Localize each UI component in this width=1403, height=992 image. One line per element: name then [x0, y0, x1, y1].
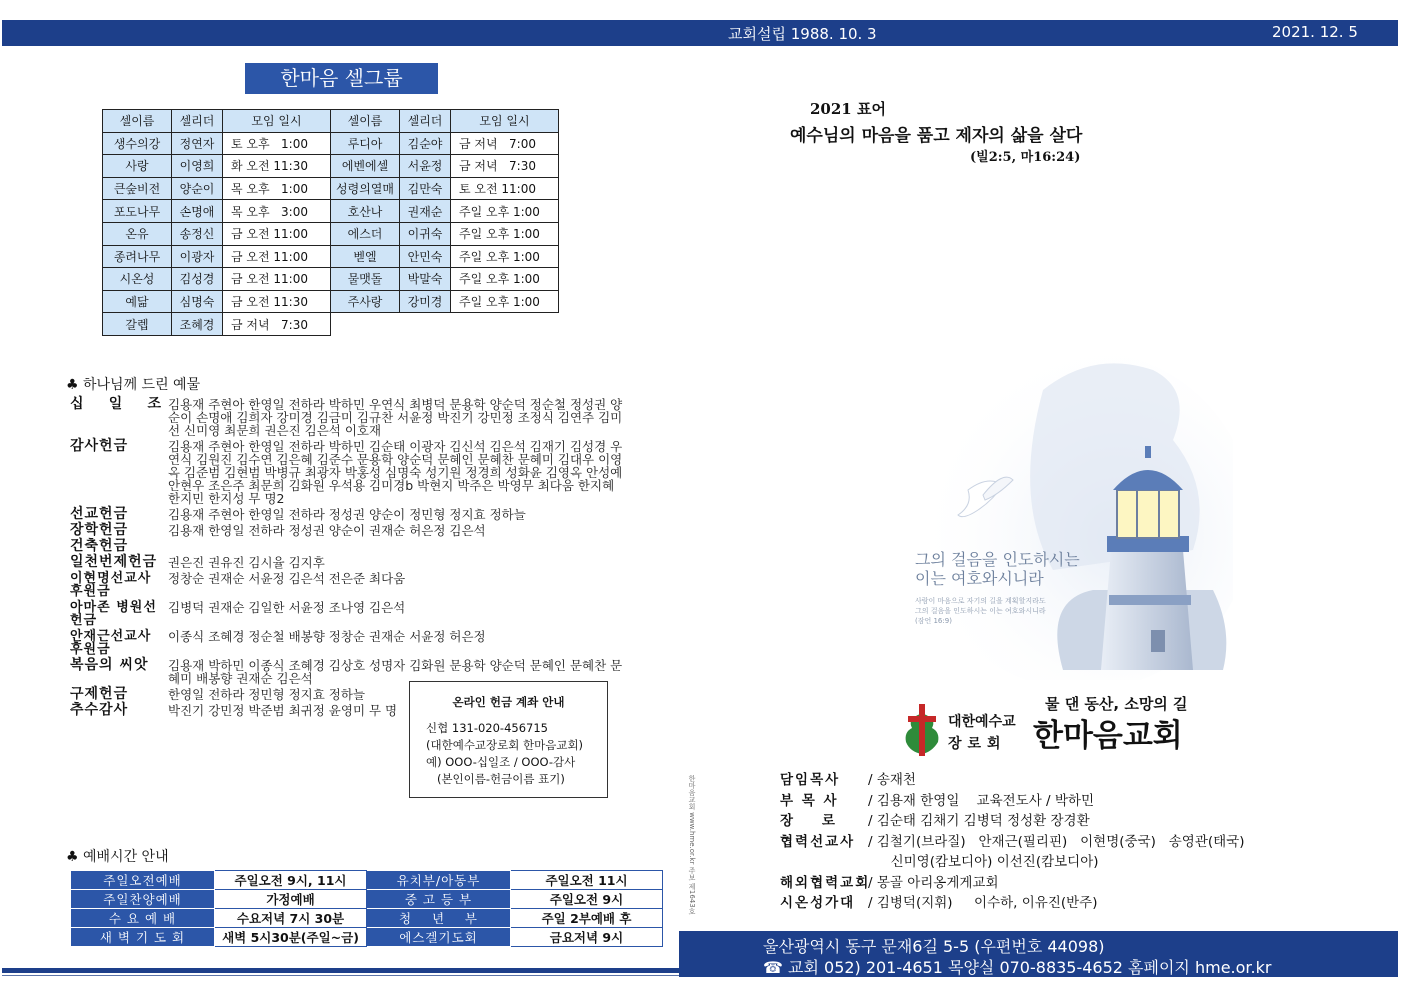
meeting-time: 토 오전 11:00 [451, 177, 559, 200]
worship-time: 주일오전 9시, 11시 [215, 871, 367, 890]
online-account-title: 온라인 헌금 계좌 안내 [452, 695, 565, 709]
meeting-time: 주일 오후 1:00 [451, 290, 559, 313]
cell-header: 모임 일시 [451, 110, 559, 133]
staff-role: 장 로 [780, 813, 837, 829]
contact-line: ☎ 교회 052) 201-4651 목양실 070-8835-4652 홈페이지 hme.or.kr [763, 958, 1272, 977]
table-row [103, 290, 559, 313]
meeting-time: 금 저녁 7:00 [451, 132, 559, 155]
cell-name: 온유 [103, 222, 172, 245]
denomination: 대한예수교 [948, 714, 1016, 730]
address-bar [679, 931, 1398, 977]
offering-names: 김용재 주현아 한영일 전하라 정성권 양순이 정민형 정지효 정하늘 [168, 507, 526, 522]
bottom-rule [2, 968, 682, 973]
table-row [103, 200, 559, 223]
cell-name: 생수의강 [103, 132, 172, 155]
offering-names: 박진기 강민정 박준범 최귀정 윤영미 무 명 [168, 703, 398, 718]
worship-name: 수 요 예 배 [71, 909, 215, 928]
offering-label: 건축헌금 [70, 538, 129, 554]
worship-name: 청 년 부 [367, 909, 511, 928]
offering-names: 정창순 권재순 서윤정 김은석 전은준 최다움 [168, 571, 406, 586]
cell-name: 성령의열매 [331, 177, 400, 200]
meeting-time: 주일 오후 1:00 [451, 245, 559, 268]
church-tagline: 물 댄 동산, 소망의 길 [1045, 695, 1188, 713]
cell-header: 셀리더 [172, 110, 223, 133]
offering-names: 한영일 전하라 정민형 정지효 정하늘 [168, 687, 366, 702]
image-verse-line: 이는 여호와시니라 [915, 569, 1044, 588]
cell-name: 호산나 [331, 200, 400, 223]
table-row [71, 890, 663, 909]
cell-header: 셀리더 [400, 110, 451, 133]
online-line: (본인이름-헌금이름 표기) [426, 772, 565, 786]
offering-names: 김용재 주현아 한영일 전하라 박하민 우연식 최병덕 문용학 양순덕 정순철 정성권 양순이 손명애 김희자 강미경 김금미 김규찬 서윤정 박진기 강민정 조정식 김연주 김미선 신미영 최문희 권은진 김은석 이호재 [168, 397, 623, 438]
cell-leader: 김순야 [400, 132, 451, 155]
meeting-time: 금 오전 11:00 [223, 222, 331, 245]
cell-leader: 이귀숙 [400, 222, 451, 245]
worship-time: 주일 2부예배 후 [511, 909, 663, 928]
staff-role: 담임목사 [780, 772, 841, 788]
offering-label: 장학헌금 [70, 522, 129, 538]
offering-names: 김용재 한영일 전하라 정성권 양순이 권재순 허은정 김은석 [168, 523, 486, 538]
staff-role: 해외협력교회 [780, 874, 871, 891]
cell-leader [400, 313, 451, 336]
meeting-time [451, 313, 559, 336]
cell-leader: 안민숙 [400, 245, 451, 268]
offering-row [70, 601, 630, 627]
worship-name: 유치부/아동부 [367, 871, 511, 890]
offering-names: 김병덕 권재순 김일한 서윤정 조나영 김은석 [168, 600, 406, 615]
cell-leader: 심명숙 [172, 290, 223, 313]
cell-group-title: 한마음 셀그룹 [245, 63, 438, 94]
offering-label: 선교헌금 [70, 506, 129, 522]
cell-leader: 김성경 [172, 268, 223, 291]
staff-list [780, 770, 1245, 914]
cell-header: 모임 일시 [223, 110, 331, 133]
online-account-box [409, 681, 608, 798]
worship-name: 주일찬양예배 [71, 890, 215, 909]
offering-row [70, 540, 630, 553]
cell-name: 시온성 [103, 268, 172, 291]
worship-name: 에스겔기도회 [367, 928, 511, 947]
table-row [71, 871, 663, 890]
online-line: 예) OOO-십일조 / OOO-감사 [426, 755, 576, 769]
header-bar [2, 20, 1398, 46]
church-name: 한마음교회 [1033, 718, 1183, 754]
cell-header: 셀이름 [331, 110, 400, 133]
staff-role: 부 목 사 [780, 792, 839, 809]
offering-row [70, 508, 630, 521]
cell-name: 예닮 [103, 290, 172, 313]
staff-row [780, 873, 1245, 894]
offering-label: 구제헌금 [70, 686, 129, 702]
offering-title: ♣ 하나님께 드린 예물 [66, 377, 201, 393]
established-date: 교회설립 1988. 10. 3 [728, 25, 877, 43]
cell-leader: 김만숙 [400, 177, 451, 200]
cell-leader: 강미경 [400, 290, 451, 313]
meeting-time: 금 저녁 7:30 [451, 155, 559, 178]
cell-leader: 이영희 [172, 155, 223, 178]
offering-label: 추수감사 [70, 702, 129, 718]
cell-name: 루디아 [331, 132, 400, 155]
meeting-time: 화 오전 11:30 [223, 155, 331, 178]
staff-names: / 송재천 [868, 772, 916, 788]
cell-leader: 송정신 [172, 222, 223, 245]
offering-row [70, 630, 630, 656]
table-row [103, 245, 559, 268]
cell-name: 주사랑 [331, 290, 400, 313]
cell-leader: 양순이 [172, 177, 223, 200]
offering-names: 김용재 박하민 이종식 조혜경 김상호 성명자 김화원 문용학 양순덕 문혜인 문혜찬 문혜미 배봉향 권재순 김은석 [168, 658, 623, 686]
image-verse-small-line: 사람이 마음으로 자기의 길을 계획할지라도 [915, 597, 1046, 605]
cell-leader: 조혜경 [172, 313, 223, 336]
offering-list [70, 398, 630, 720]
cell-leader: 박말숙 [400, 268, 451, 291]
image-verse-small [915, 596, 1046, 626]
staff-role [780, 852, 868, 873]
cell-group-table [102, 109, 559, 336]
table-row [71, 909, 663, 928]
cell-leader: 손명애 [172, 200, 223, 223]
cell-leader: 권재순 [400, 200, 451, 223]
offering-label: 이현명선교사 후원금 [70, 571, 152, 599]
staff-role: 시온성가대 [780, 895, 856, 911]
cell-leader: 서윤정 [400, 155, 451, 178]
side-note: 한마음교회 www.hme.or.kr 주보 제1643호 [688, 775, 696, 915]
worship-time: 수요저녁 7시 30분 [215, 909, 367, 928]
online-line: 신협 131-020-456715 [426, 721, 548, 735]
cell-name [331, 313, 400, 336]
offering-names: 권은진 권유진 김시율 김지후 [168, 555, 325, 570]
staff-row [780, 893, 1245, 914]
offering-label: 아마존 병원선헌금 [70, 600, 157, 628]
meeting-time: 금 오전 11:00 [223, 245, 331, 268]
offering-names: 김용재 주현아 한영일 전하라 박하민 김순태 이광자 김신석 김은석 김재기 김성경 우연식 김원진 김수연 김은혜 김준수 문용학 양순덕 문혜인 문혜찬 문혜미 김대우 이영옥 김준범 김현범 박병규 최광자 박홍성 심명숙 성기원 정경희 성화윤 김영옥 안성예 안현우 조은주 최문희 김화원 우석용 김미경b 박현지 박주은 박영무 최다움 한지혜 한지민 한지성 무 명2 [168, 439, 623, 506]
image-verse-line: 그의 걸음을 인도하시는 [915, 550, 1080, 569]
staff-row [780, 832, 1245, 853]
worship-name: 주일오전예배 [71, 871, 215, 890]
table-row [103, 132, 559, 155]
offering-row [70, 440, 630, 505]
meeting-time: 목 오후 1:00 [223, 177, 331, 200]
offering-row [70, 572, 630, 598]
staff-names: / 김병덕(지휘) 이수하, 이유진(반주) [868, 895, 1098, 911]
cell-name: 큰숲비전 [103, 177, 172, 200]
offering-names: 이종식 조혜경 정순철 배봉향 정창순 권재순 서윤정 허은정 [168, 629, 486, 644]
offering-row [70, 398, 630, 437]
cell-name: 포도나무 [103, 200, 172, 223]
staff-names: / 몽골 아리옹게게교회 [868, 874, 999, 891]
offering-label: 감사헌금 [70, 438, 129, 454]
worship-table [70, 870, 663, 947]
meeting-time: 목 오후 3:00 [223, 200, 331, 223]
motto-reference: (빌2:5, 마16:24) [970, 150, 1081, 165]
cell-table-header [103, 110, 559, 133]
offering-row [70, 524, 630, 537]
meeting-time: 주일 오후 1:00 [451, 222, 559, 245]
table-row [103, 313, 559, 336]
motto-text: 예수님의 마음을 품고 제자의 삶을 살다 [790, 126, 1083, 146]
table-row [103, 177, 559, 200]
church-logo-cross-icon [902, 702, 944, 758]
cell-leader: 정연자 [172, 132, 223, 155]
worship-time: 금요저녁 9시 [511, 928, 663, 947]
offering-label: 십 일 조 [70, 396, 162, 412]
table-row [103, 268, 559, 291]
online-line: (대한예수교장로회 한마음교회) [426, 738, 584, 752]
offering-label: 일천번제헌금 [70, 554, 158, 570]
cell-name: 물맷돌 [331, 268, 400, 291]
staff-names: / 김용재 한영일 교육전도사 / 박하민 [868, 792, 1095, 809]
denomination-line-2: 장로회 [948, 736, 1007, 752]
staff-names: 신미영(캄보디아) 이선진(캄보디아) [882, 854, 1099, 870]
worship-time: 새벽 5시30분(주일~금) [215, 928, 367, 947]
meeting-time: 주일 오후 1:00 [451, 200, 559, 223]
staff-names: / 김철기(브라질) 안재근(필리핀) 이현명(중국) 송영관(태국) [868, 833, 1245, 850]
meeting-time: 토 오후 1:00 [223, 132, 331, 155]
worship-time: 주일오전 11시 [511, 871, 663, 890]
staff-names: / 김순태 김채기 김병덕 정성환 장경환 [868, 813, 1090, 829]
cell-name: 에스더 [331, 222, 400, 245]
cell-name: 벧엘 [331, 245, 400, 268]
worship-time: 가정예배 [215, 890, 367, 909]
image-verse-small-line: 그의 걸음을 인도하시는 이는 여호와시니라 [915, 607, 1046, 615]
cell-name: 에벤에셀 [331, 155, 400, 178]
offering-label: 복음의 씨앗 [70, 657, 149, 673]
staff-role: 협력선교사 [780, 833, 856, 850]
cell-leader: 이광자 [172, 245, 223, 268]
table-row [71, 928, 663, 947]
offering-label: 안재근선교사 후원금 [70, 629, 152, 657]
table-row [103, 222, 559, 245]
cell-name: 갈렙 [103, 313, 172, 336]
cell-name: 종려나무 [103, 245, 172, 268]
meeting-time: 금 오전 11:00 [223, 268, 331, 291]
staff-row [780, 852, 1245, 873]
offering-row [70, 556, 630, 569]
cell-name: 사랑 [103, 155, 172, 178]
meeting-time: 주일 오후 1:00 [451, 268, 559, 291]
image-verse-small-line: (잠언 16:9) [915, 617, 952, 625]
bulletin-date: 2021. 12. 5 [1272, 23, 1358, 41]
worship-name: 새 벽 기 도 회 [71, 928, 215, 947]
address-line: 울산광역시 동구 문재6길 5-5 (우편번호 44098) [763, 937, 1105, 956]
worship-name: 중 고 등 부 [367, 890, 511, 909]
worship-title: ♣ 예배시간 안내 [66, 849, 169, 865]
staff-row [780, 770, 1245, 791]
table-row [103, 155, 559, 178]
cell-header: 셀이름 [103, 110, 172, 133]
staff-row [780, 791, 1245, 812]
offering-names [168, 540, 630, 553]
image-verse [915, 550, 1080, 588]
lighthouse-illustration [893, 350, 1233, 680]
meeting-time: 금 저녁 7:30 [223, 313, 331, 336]
worship-time: 주일오전 9시 [511, 890, 663, 909]
staff-row [780, 811, 1245, 832]
meeting-time: 금 오전 11:30 [223, 290, 331, 313]
motto-year: 2021 표어 [810, 100, 886, 118]
